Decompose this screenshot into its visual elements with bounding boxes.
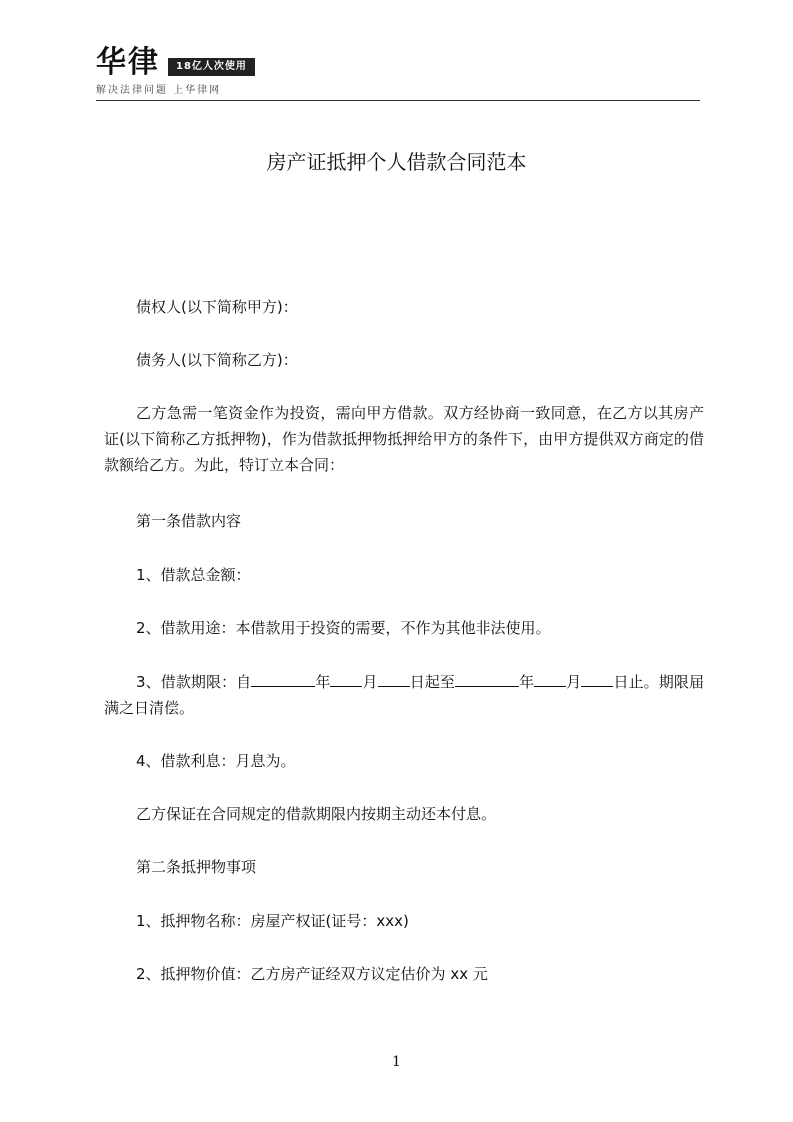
term-year-label: 年 — [315, 673, 331, 691]
loan-interest-item: 4、借款利息：月息为。 — [136, 752, 296, 770]
slogan: 解决法律问题 上华律网 — [96, 85, 222, 96]
term-from-label: 日起至 — [409, 673, 456, 691]
start-day-blank — [378, 672, 410, 687]
term-end-label: 日止。期限届满之日清偿。 — [104, 673, 704, 717]
collateral-value-item: 2、抵押物价值：乙方房产证经双方议定估价为 xx 元 — [136, 965, 488, 983]
loan-purpose-item: 2、借款用途：本借款用于投资的需要，不作为其他非法使用。 — [136, 619, 551, 637]
usage-badge: 18亿人次使用 — [168, 58, 255, 76]
header-divider — [96, 100, 700, 101]
term-end-month-label: 月 — [566, 673, 582, 691]
collateral-name-item: 1、抵押物名称：房屋产权证(证号：xxx) — [136, 912, 409, 930]
repayment-guarantee: 乙方保证在合同规定的借款期限内按期主动还本付息。 — [136, 805, 497, 823]
intro-paragraph: 乙方急需一笔资金作为投资，需向甲方借款。双方经协商一致同意，在乙方以其房产证(以下简称乙方抵押物)，作为借款抵押物抵押给甲方的条件下，由甲方提供双方商定的借款额给乙方。为此，特订立本合同： — [104, 404, 704, 474]
article-1-heading: 第一条借款内容 — [136, 512, 242, 530]
page-number: 1 — [392, 1054, 401, 1070]
start-month-blank — [330, 672, 362, 687]
loan-term-item — [104, 669, 704, 721]
end-day-blank — [581, 672, 613, 687]
logo: 华律 — [96, 45, 160, 80]
end-month-blank — [534, 672, 566, 687]
debtor-line: 债务人(以下简称乙方)： — [136, 351, 298, 369]
term-prefix: 3、借款期限：自 — [136, 673, 252, 691]
document-title: 房产证抵押个人借款合同范本 — [266, 150, 527, 174]
term-end-year-label: 年 — [519, 673, 535, 691]
loan-amount-item: 1、借款总金额： — [136, 566, 251, 584]
creditor-line: 债权人(以下简称甲方)： — [136, 298, 298, 316]
article-2-heading: 第二条抵押物事项 — [136, 858, 257, 876]
page-header — [96, 44, 700, 102]
start-year-blank — [251, 672, 315, 687]
term-month-label: 月 — [362, 673, 378, 691]
end-year-blank — [455, 672, 519, 687]
